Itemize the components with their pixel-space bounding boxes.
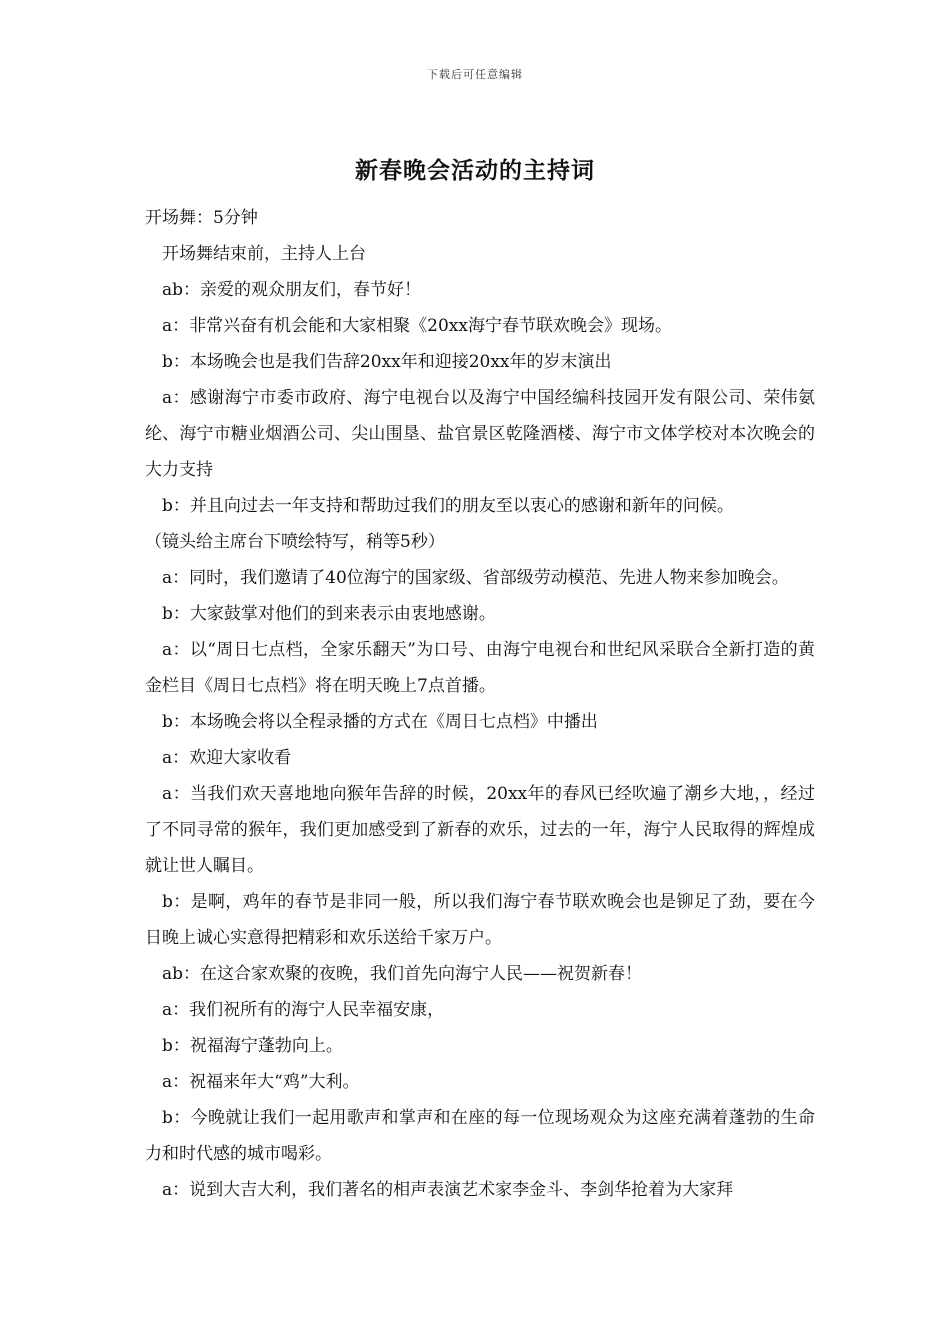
paragraph: 开场舞：5分钟 xyxy=(145,208,258,228)
paragraph: a：当我们欢天喜地地向猴年告辞的时候，20xx年的春风已经吹遍了潮乡大地，，经过了不同寻常的猴年，我们更加感受到了新春的欢乐，过去的一年，海宁人民取得的辉煌成就让世人瞩目。 xyxy=(145,784,815,876)
paragraph: b：是啊，鸡年的春节是非同一般，所以我们海宁春节联欢晚会也是铆足了劲，要在今日晚上诚心实意得把精彩和欢乐送给千家万户。 xyxy=(145,892,815,948)
paragraph: a：说到大吉大利，我们著名的相声表演艺术家李金斗、李剑华抢着为大家拜 xyxy=(162,1180,734,1200)
paragraph: a：非常兴奋有机会能和大家相聚《20xx海宁春节联欢晚会》现场。 xyxy=(162,316,672,336)
paragraph: b：本场晚会也是我们告辞20xx年和迎接20xx年的岁末演出 xyxy=(162,352,612,372)
paragraph: a：同时，我们邀请了40位海宁的国家级、省部级劳动模范、先进人物来参加晚会。 xyxy=(162,568,789,588)
paragraph: b：大家鼓掌对他们的到来表示由衷地感谢。 xyxy=(162,604,496,624)
page-header: 下载后可任意编辑 xyxy=(427,68,523,81)
paragraph: b：今晚就让我们一起用歌声和掌声和在座的每一位现场观众为这座充满着蓬勃的生命力和时代感的城市喝彩。 xyxy=(145,1108,815,1164)
paragraph: a：感谢海宁市委市政府、海宁电视台以及海宁中国经编科技园开发有限公司、荣伟氨纶、海宁市糖业烟酒公司、尖山围垦、盐官景区乾隆酒楼、海宁市文体学校对本次晚会的大力支持 xyxy=(145,388,815,480)
paragraph: b：祝福海宁蓬勃向上。 xyxy=(162,1036,343,1056)
paragraph: a：欢迎大家收看 xyxy=(162,748,292,768)
paragraph: b：本场晚会将以全程录播的方式在《周日七点档》中播出 xyxy=(162,712,598,732)
paragraph: a：以“周日七点档，全家乐翻天”为口号、由海宁电视台和世纪风采联合全新打造的黄金栏目《周日七点档》将在明天晚上7点首播。 xyxy=(145,640,815,696)
paragraph: （镜头给主席台下喷绘特写，稍等5秒） xyxy=(145,532,445,552)
document-title: 新春晚会活动的主持词 xyxy=(355,157,595,184)
paragraph: 开场舞结束前，主持人上台 xyxy=(162,244,366,264)
paragraph: ab：在这合家欢聚的夜晚，我们首先向海宁人民——祝贺新春！ xyxy=(162,964,643,984)
paragraph: a：我们祝所有的海宁人民幸福安康， xyxy=(162,1000,445,1020)
paragraph: b：并且向过去一年支持和帮助过我们的朋友至以衷心的感谢和新年的问候。 xyxy=(162,496,734,516)
paragraph: ab：亲爱的观众朋友们，春节好！ xyxy=(162,280,422,300)
document-body xyxy=(145,200,815,1208)
paragraph: a：祝福来年大“鸡”大利。 xyxy=(162,1072,360,1092)
